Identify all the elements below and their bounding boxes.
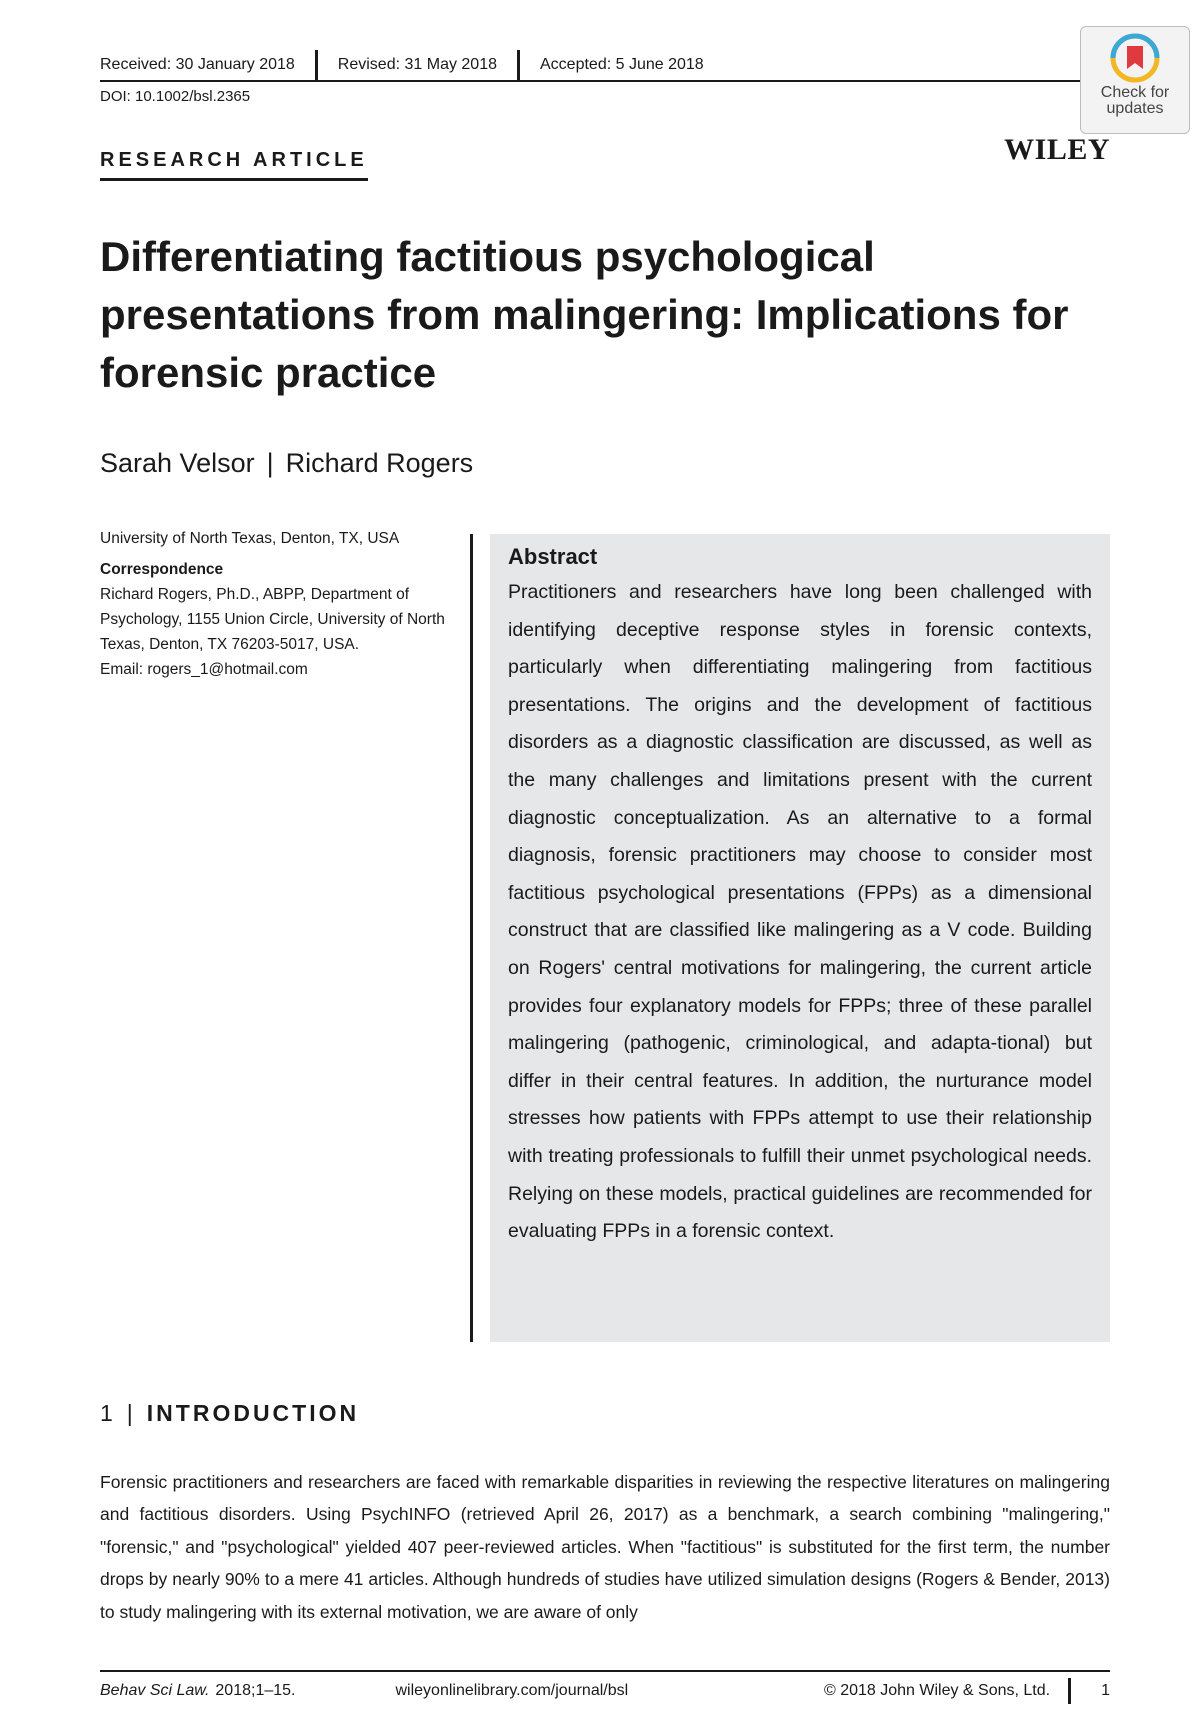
intro-paragraph: Forensic practitioners and researchers are faced with remarkable disparities in reviewing the respective literatures on malingering and factitious disorders. Using PsychINFO (retrieved April 26, 2017) as a benchmark, a search combining "malingering," "forensic," and "psychological" yielded 407 peer-reviewed articles. When "factitious" is substituted for the first term, the number drops by nearly 90% to a mere 41 articles. Although hundreds of studies have utilized simulation designs (Rogers & Bender, 2013) to study malingering with its external motivation, we are aware of only [100,1472,1110,1622]
date-separator [315,50,318,80]
affiliation: University of North Texas, Denton, TX, USA [100,530,400,547]
page-number: 1 [1101,1682,1110,1699]
author-separator: | [266,448,274,478]
correspondence-heading: Correspondence [100,561,224,578]
check-updates-label: Check for updates [1100,84,1170,117]
journal-abbrev: Behav Sci Law. [100,1682,210,1699]
article-type-label: RESEARCH ARTICLE [100,149,368,181]
accepted-date: Accepted: 5 June 2018 [540,56,704,73]
received-date: Received: 30 January 2018 [100,56,295,73]
correspondence-address: Richard Rogers, Ph.D., ABPP, Department of Psychology, 1155 Union Circle, University of North Texas, Denton, TX 76203-5017, USA. [100,586,445,653]
footer-separator [1068,1678,1071,1704]
correspondence-email[interactable]: Email: rogers_1@hotmail.com [100,661,308,678]
revised-date: Revised: 31 May 2018 [337,56,497,73]
citation-info: 2018;1–15. [215,1682,296,1699]
wiley-logo: WILEY [1004,133,1110,166]
article-title: Differentiating factitious psychological presentations from malingering: Implications for forensic practice [100,233,1069,396]
affiliation-block [100,526,445,682]
footer-rule [100,1670,1110,1672]
author-list [100,448,473,479]
section-separator: | [126,1400,133,1426]
abstract-heading: Abstract [508,544,598,569]
copyright: © 2018 John Wiley & Sons, Ltd. [823,1682,1051,1699]
abstract-text: Practitioners and researchers have long been challenged with identifying deceptive response styles in forensic contexts, particularly when differentiating malingering from factitious presentations. The origins and the development of factitious disorders as a diagnostic classification are discussed, as well as the many challenges and limitations present with the current diagnostic conceptualization. As an alternative to a formal diagnosis, forensic practitioners may choose to consider most factitious psychological presentations (FPPs) as a dimensional construct that are classified like malingering as a V code. Building on Rogers' central motivations for malingering, the current article provides four explanatory models for FPPs; three of these parallel malingering (pathogenic, criminological, and adapta-tional) but differ in their central features. In addition, the nurturance model stresses how patients with FPPs attempt to use their relationship with treating professionals to fulfill their unmet psychological needs. Relying on these models, practical guidelines are recommended for evaluating FPPs in a forensic context. [508,581,1092,1243]
section-heading [100,1400,359,1427]
author-name[interactable]: Richard Rogers [285,448,474,478]
section-title: INTRODUCTION [146,1400,360,1426]
author-name[interactable]: Sarah Velsor [100,448,255,478]
abstract-box [490,534,1110,1342]
crossmark-icon [1110,33,1160,83]
journal-url[interactable]: wileyonlinelibrary.com/journal/bsl [395,1682,629,1699]
doi: DOI: 10.1002/bsl.2365 [100,88,251,105]
page-footer [100,1676,1110,1706]
date-separator [517,50,520,80]
check-for-updates-badge[interactable] [1080,26,1190,134]
publication-dates [100,50,1080,82]
column-divider [470,534,473,1342]
section-number: 1 [100,1400,113,1426]
